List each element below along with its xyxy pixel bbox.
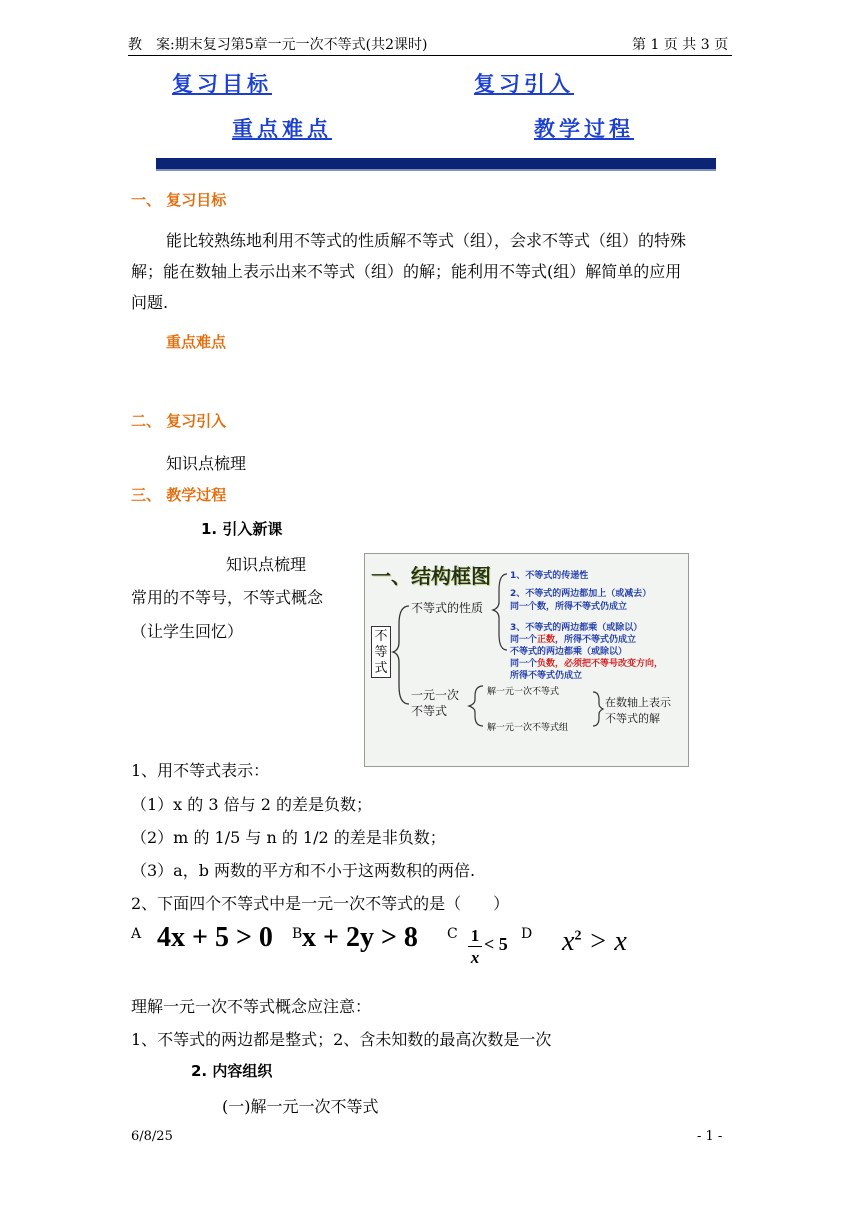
goals-paragraph-line1: 能比较熟练地利用不等式的性质解不等式（组），会求不等式（组）的特殊 [166, 231, 687, 250]
section-intro-heading: 二、 复习引入 [131, 412, 227, 430]
diagram-linear-label-1: 一元一次 [411, 688, 460, 702]
exercise-1-item-1: （1）x 的 3 倍与 2 的差是负数； [131, 795, 372, 814]
step-2-heading: 2. 内容组织 [191, 1062, 273, 1080]
diagram-p3e: 所得不等式仍成立 [510, 671, 583, 681]
goals-paragraph-line2: 解；能在数轴上表示出来不等式（组）的解；能利用不等式(组）解简单的应用 [131, 262, 682, 281]
option-c-denominator: x [470, 948, 480, 967]
keypoints-heading: 重点难点 [166, 333, 227, 351]
header-title: 教 案:期末复习第5章一元一次不等式(共2课时) [128, 37, 428, 53]
exercise-1-item-2: （2）m 的 1/5 与 n 的 1/2 的差是非负数； [131, 828, 446, 847]
header-rule [128, 55, 732, 56]
diagram-p3a: 3、不等式的两边都乘（或除以） [510, 623, 643, 633]
sub-heading-1: (一)解一元一次不等式 [222, 1097, 379, 1116]
diagram-solve-2: 解一元一次不等式组 [487, 723, 569, 733]
side-line-2: （让学生回忆） [131, 622, 244, 641]
structure-diagram [364, 553, 689, 767]
section-process-heading: 三、 教学过程 [131, 486, 227, 504]
nav-link-goals[interactable]: 复习目标 [172, 72, 272, 96]
option-d-expression: $x^2 > x$ [562, 926, 627, 957]
note-heading: 理解一元一次不等式概念应注意： [131, 997, 372, 1016]
nav-link-process[interactable]: 教学过程 [534, 117, 634, 141]
step-1-heading: 1. 引入新课 [201, 520, 283, 538]
note-detail: 1、不等式的两边都是整式；2、含未知数的最高次数是一次 [131, 1030, 552, 1049]
diagram-numberline-2: 不等式的解 [605, 712, 660, 725]
nav-divider-bar [156, 158, 716, 169]
exercise-2: 2、下面四个不等式中是一元一次不等式的是（ ） [131, 894, 510, 913]
goals-paragraph-line3: 问题. [131, 293, 169, 312]
diagram-title: 一、结构框图 [371, 564, 491, 588]
option-c-fraction [468, 926, 482, 969]
footer-date: 6/8/25 [131, 1129, 173, 1144]
option-a-expression: 4x + 5 > 0 [157, 922, 273, 953]
nav-link-keypoints[interactable]: 重点难点 [232, 117, 332, 141]
exercise-1-item-3: （3）a，b 两数的平方和不小于这两数积的两倍. [131, 861, 476, 880]
option-c-label: C [447, 926, 458, 942]
exercise-1: 1、用不等式表示： [131, 761, 270, 780]
option-b-expression: x + 2y > 8 [302, 922, 418, 953]
diagram-numberline-1: 在数轴上表示 [605, 696, 671, 709]
header-page: 第 1 页 共 3 页 [632, 37, 729, 53]
footer-page-number: - 1 - [697, 1129, 723, 1144]
side-line-1: 常用的不等号，不等式概念 [131, 588, 324, 607]
nav-link-intro[interactable]: 复习引入 [474, 72, 574, 96]
diagram-root-box: 不等式 [371, 626, 391, 678]
diagram-linear-label-2: 不等式 [411, 704, 448, 718]
diagram-p2a: 2、不等式的两边都加上（或减去） [510, 589, 652, 599]
option-c-rest: < 5 [484, 934, 508, 954]
diagram-p2b: 同一个数，所得不等式仍成立 [510, 602, 628, 612]
side-title: 知识点梳理 [226, 555, 307, 574]
diagram-p1: 1、不等式的传递性 [510, 571, 589, 581]
option-c-numerator: 1 [470, 926, 480, 945]
diagram-p3b: 同一个正数，所得不等式仍成立 [510, 635, 637, 645]
intro-text: 知识点梳理 [166, 454, 247, 473]
diagram-p3c: 不等式的两边都乘（或除以） [510, 647, 628, 657]
option-d-label: D [521, 926, 533, 942]
section-goals-heading: 一、 复习目标 [131, 191, 227, 209]
option-a-label: A [131, 926, 142, 942]
diagram-prop-label: 不等式的性质 [411, 601, 484, 615]
diagram-p3d: 同一个负数，必须把不等号改变方向， [510, 659, 664, 669]
diagram-solve-1: 解一元一次不等式 [487, 687, 560, 697]
option-b-label: B [292, 926, 303, 942]
